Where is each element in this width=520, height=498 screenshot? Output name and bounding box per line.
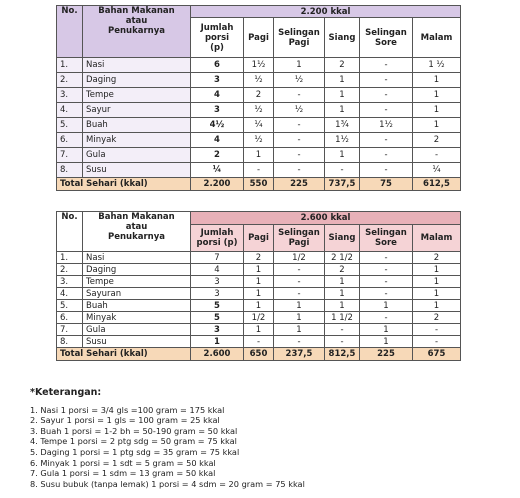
- cell-siang: 2 1/2: [325, 252, 360, 264]
- cell-siang: -: [325, 163, 360, 178]
- table-row: [57, 312, 461, 324]
- cell-sel-sore: 1½: [360, 118, 413, 133]
- note-item: 4. Tempe 1 porsi = 2 ptg sdg = 50 gram = 75 kkal: [30, 436, 237, 447]
- table-row: [57, 118, 461, 133]
- cell-sel-sore: -: [360, 103, 413, 118]
- cell-sel-sore: 1: [360, 324, 413, 336]
- cell-malam: -: [413, 148, 461, 163]
- notes-section: [30, 388, 305, 489]
- cell-pagi: ½: [244, 133, 274, 148]
- row-number: 7.: [57, 324, 83, 336]
- cell-pagi: 1/2: [244, 312, 274, 324]
- notes-list: [30, 405, 305, 490]
- cell-malam: -: [413, 336, 461, 348]
- table-row: [57, 133, 461, 148]
- row-number: 2.: [57, 264, 83, 276]
- food-name: Tempe: [83, 88, 191, 103]
- cell-siang: 1: [325, 103, 360, 118]
- cell-malam: ¼: [413, 163, 461, 178]
- food-name: Daging: [83, 73, 191, 88]
- cell-pagi: 1: [244, 288, 274, 300]
- cell-sel-pagi: -: [274, 133, 325, 148]
- header-malam: Malam: [413, 225, 461, 252]
- cell-sel-sore: -: [360, 58, 413, 73]
- cell-malam: 2: [413, 133, 461, 148]
- row-number: 3.: [57, 276, 83, 288]
- row-number: 3.: [57, 88, 83, 103]
- cell-jumlah: 4: [191, 133, 244, 148]
- header-sel-sore: Selingan Sore: [360, 18, 413, 58]
- total-sel-pagi: 237,5: [274, 348, 325, 361]
- cell-sel-pagi: -: [274, 288, 325, 300]
- header-malam: Malam: [413, 18, 461, 58]
- row-number: 1.: [57, 58, 83, 73]
- row-number: 6.: [57, 133, 83, 148]
- header-jumlah: Jumlah porsi (p): [191, 18, 244, 58]
- table-row: [57, 252, 461, 264]
- table-row: [57, 276, 461, 288]
- cell-malam: 2: [413, 312, 461, 324]
- total-siang: 737,5: [325, 178, 360, 191]
- table-row: [57, 58, 461, 73]
- table-row: [57, 88, 461, 103]
- note-item: 3. Buah 1 porsi = 1-2 bh = 50-190 gram = 50 kkal: [30, 425, 238, 436]
- cell-pagi: 1: [244, 300, 274, 312]
- row-number: 2.: [57, 73, 83, 88]
- food-name: Sayur: [83, 103, 191, 118]
- cell-sel-pagi: 1: [274, 300, 325, 312]
- cell-siang: -: [325, 324, 360, 336]
- total-sel-sore: 75: [360, 178, 413, 191]
- cell-jumlah: 3: [191, 288, 244, 300]
- table-row: [57, 103, 461, 118]
- cell-sel-pagi: 1: [274, 312, 325, 324]
- table-row: [57, 264, 461, 276]
- table-row: [57, 288, 461, 300]
- header-sel-pagi: Selingan Pagi: [274, 225, 325, 252]
- note-item: 7. Gula 1 porsi = 1 sdm = 13 gram = 50 kkal: [30, 468, 216, 479]
- note-item: 5. Daging 1 porsi = 1 ptg sdg = 35 gram = 75 kkal: [30, 446, 240, 457]
- total-siang: 812,5: [325, 348, 360, 361]
- table-row: [57, 336, 461, 348]
- cell-jumlah: 3: [191, 103, 244, 118]
- food-name: Sayuran: [83, 288, 191, 300]
- cell-siang: 2: [325, 58, 360, 73]
- food-name: Buah: [83, 118, 191, 133]
- cell-sel-pagi: 1: [274, 58, 325, 73]
- total-row: [57, 348, 461, 361]
- row-number: 1.: [57, 252, 83, 264]
- cell-sel-sore: -: [360, 73, 413, 88]
- cell-sel-sore: -: [360, 312, 413, 324]
- row-number: 4.: [57, 103, 83, 118]
- cell-siang: 1: [325, 288, 360, 300]
- total-row: [57, 178, 461, 191]
- cell-sel-sore: -: [360, 288, 413, 300]
- cell-sel-sore: -: [360, 276, 413, 288]
- cell-malam: 1 ½: [413, 58, 461, 73]
- cell-jumlah: 5: [191, 300, 244, 312]
- cell-sel-sore: -: [360, 163, 413, 178]
- food-name: Nasi: [83, 252, 191, 264]
- header-no: No.: [57, 6, 83, 58]
- header-pagi: Pagi: [244, 225, 274, 252]
- cell-sel-pagi: ½: [274, 103, 325, 118]
- note-item: 6. Minyak 1 porsi = 1 sdt = 5 gram = 50 kkal: [30, 457, 216, 468]
- total-jumlah: 2.600: [191, 348, 244, 361]
- row-number: 7.: [57, 148, 83, 163]
- cell-malam: 1: [413, 103, 461, 118]
- cell-siang: 1: [325, 88, 360, 103]
- cell-malam: 1: [413, 73, 461, 88]
- cell-sel-pagi: 1: [274, 324, 325, 336]
- cell-malam: 1: [413, 118, 461, 133]
- cell-jumlah: 4½: [191, 118, 244, 133]
- cell-sel-sore: -: [360, 133, 413, 148]
- total-label: Total Sehari (kkal): [57, 348, 191, 361]
- cell-jumlah: 5: [191, 312, 244, 324]
- header-food: Bahan Makanan atau Penukarnya: [83, 6, 191, 58]
- notes-title: *Keterangan:: [30, 387, 102, 398]
- header-siang: Siang: [325, 225, 360, 252]
- cell-pagi: -: [244, 163, 274, 178]
- header-kcal: 2.200 kkal: [191, 6, 461, 18]
- table-row: [57, 148, 461, 163]
- cell-pagi: -: [244, 336, 274, 348]
- cell-jumlah: 3: [191, 324, 244, 336]
- cell-malam: 1: [413, 264, 461, 276]
- row-number: 5.: [57, 118, 83, 133]
- cell-sel-sore: 1: [360, 300, 413, 312]
- food-name: Buah: [83, 300, 191, 312]
- cell-sel-pagi: -: [274, 118, 325, 133]
- cell-sel-pagi: -: [274, 148, 325, 163]
- cell-sel-pagi: 1/2: [274, 252, 325, 264]
- note-item: 2. Sayur 1 porsi = 1 gls = 100 gram = 25 kkal: [30, 415, 220, 426]
- table-row: [57, 324, 461, 336]
- cell-sel-sore: -: [360, 252, 413, 264]
- food-name: Gula: [83, 148, 191, 163]
- cell-jumlah: 7: [191, 252, 244, 264]
- food-name: Tempe: [83, 276, 191, 288]
- cell-malam: 2: [413, 252, 461, 264]
- cell-malam: 1: [413, 276, 461, 288]
- cell-sel-pagi: -: [274, 264, 325, 276]
- total-jumlah: 2.200: [191, 178, 244, 191]
- food-name: Minyak: [83, 312, 191, 324]
- cell-siang: 1½: [325, 133, 360, 148]
- cell-siang: 2: [325, 264, 360, 276]
- cell-jumlah: 3: [191, 73, 244, 88]
- cell-malam: 1: [413, 300, 461, 312]
- header-no: No.: [57, 212, 83, 252]
- cell-jumlah: 6: [191, 58, 244, 73]
- food-name: Susu: [83, 336, 191, 348]
- cell-siang: 1¾: [325, 118, 360, 133]
- table-row: [57, 300, 461, 312]
- cell-pagi: 1½: [244, 58, 274, 73]
- table-row: [57, 163, 461, 178]
- cell-pagi: 1: [244, 276, 274, 288]
- cell-jumlah: 1: [191, 336, 244, 348]
- cell-pagi: ½: [244, 73, 274, 88]
- cell-jumlah: 3: [191, 276, 244, 288]
- cell-sel-pagi: -: [274, 88, 325, 103]
- cell-siang: 1: [325, 148, 360, 163]
- cell-sel-sore: 1: [360, 336, 413, 348]
- header-food: Bahan Makanan atau Penukarnya: [83, 212, 191, 252]
- diet-table-2200: [56, 5, 461, 191]
- row-number: 8.: [57, 336, 83, 348]
- total-malam: 612,5: [413, 178, 461, 191]
- cell-jumlah: 4: [191, 88, 244, 103]
- cell-sel-pagi: -: [274, 163, 325, 178]
- total-malam: 675: [413, 348, 461, 361]
- note-item: 8. Susu bubuk (tanpa lemak) 1 porsi = 4 sdm = 20 gram = 75 kkal: [30, 478, 305, 489]
- header-sel-pagi: Selingan Pagi: [274, 18, 325, 58]
- cell-siang: 1: [325, 73, 360, 88]
- food-name: Susu: [83, 163, 191, 178]
- food-name: Gula: [83, 324, 191, 336]
- cell-pagi: 1: [244, 324, 274, 336]
- cell-jumlah: ¼: [191, 163, 244, 178]
- diet-table-2600: [56, 211, 461, 361]
- cell-pagi: 1: [244, 148, 274, 163]
- header-jumlah: Jumlah porsi (p): [191, 225, 244, 252]
- cell-jumlah: 4: [191, 264, 244, 276]
- food-name: Minyak: [83, 133, 191, 148]
- row-number: 5.: [57, 300, 83, 312]
- cell-jumlah: 2: [191, 148, 244, 163]
- header-siang: Siang: [325, 18, 360, 58]
- cell-malam: -: [413, 324, 461, 336]
- cell-malam: 1: [413, 288, 461, 300]
- cell-sel-sore: -: [360, 148, 413, 163]
- cell-pagi: 2: [244, 252, 274, 264]
- row-number: 8.: [57, 163, 83, 178]
- row-number: 4.: [57, 288, 83, 300]
- food-name: Nasi: [83, 58, 191, 73]
- cell-siang: 1: [325, 300, 360, 312]
- cell-pagi: 1: [244, 264, 274, 276]
- cell-sel-sore: -: [360, 88, 413, 103]
- total-sel-sore: 225: [360, 348, 413, 361]
- total-sel-pagi: 225: [274, 178, 325, 191]
- cell-siang: -: [325, 336, 360, 348]
- cell-malam: 1: [413, 88, 461, 103]
- cell-pagi: ½: [244, 103, 274, 118]
- cell-siang: 1 1/2: [325, 312, 360, 324]
- cell-siang: 1: [325, 276, 360, 288]
- total-pagi: 550: [244, 178, 274, 191]
- cell-sel-pagi: -: [274, 336, 325, 348]
- note-item: 1. Nasi 1 porsi = 3/4 gls =100 gram = 175 kkal: [30, 404, 225, 415]
- row-number: 6.: [57, 312, 83, 324]
- header-sel-sore: Selingan Sore: [360, 225, 413, 252]
- header-kcal: 2.600 kkal: [191, 212, 461, 225]
- cell-pagi: ¼: [244, 118, 274, 133]
- total-pagi: 650: [244, 348, 274, 361]
- total-label: Total Sehari (kkal): [57, 178, 191, 191]
- food-name: Daging: [83, 264, 191, 276]
- cell-sel-pagi: -: [274, 276, 325, 288]
- cell-pagi: 2: [244, 88, 274, 103]
- cell-sel-pagi: ½: [274, 73, 325, 88]
- header-pagi: Pagi: [244, 18, 274, 58]
- table-row: [57, 73, 461, 88]
- cell-sel-sore: -: [360, 264, 413, 276]
